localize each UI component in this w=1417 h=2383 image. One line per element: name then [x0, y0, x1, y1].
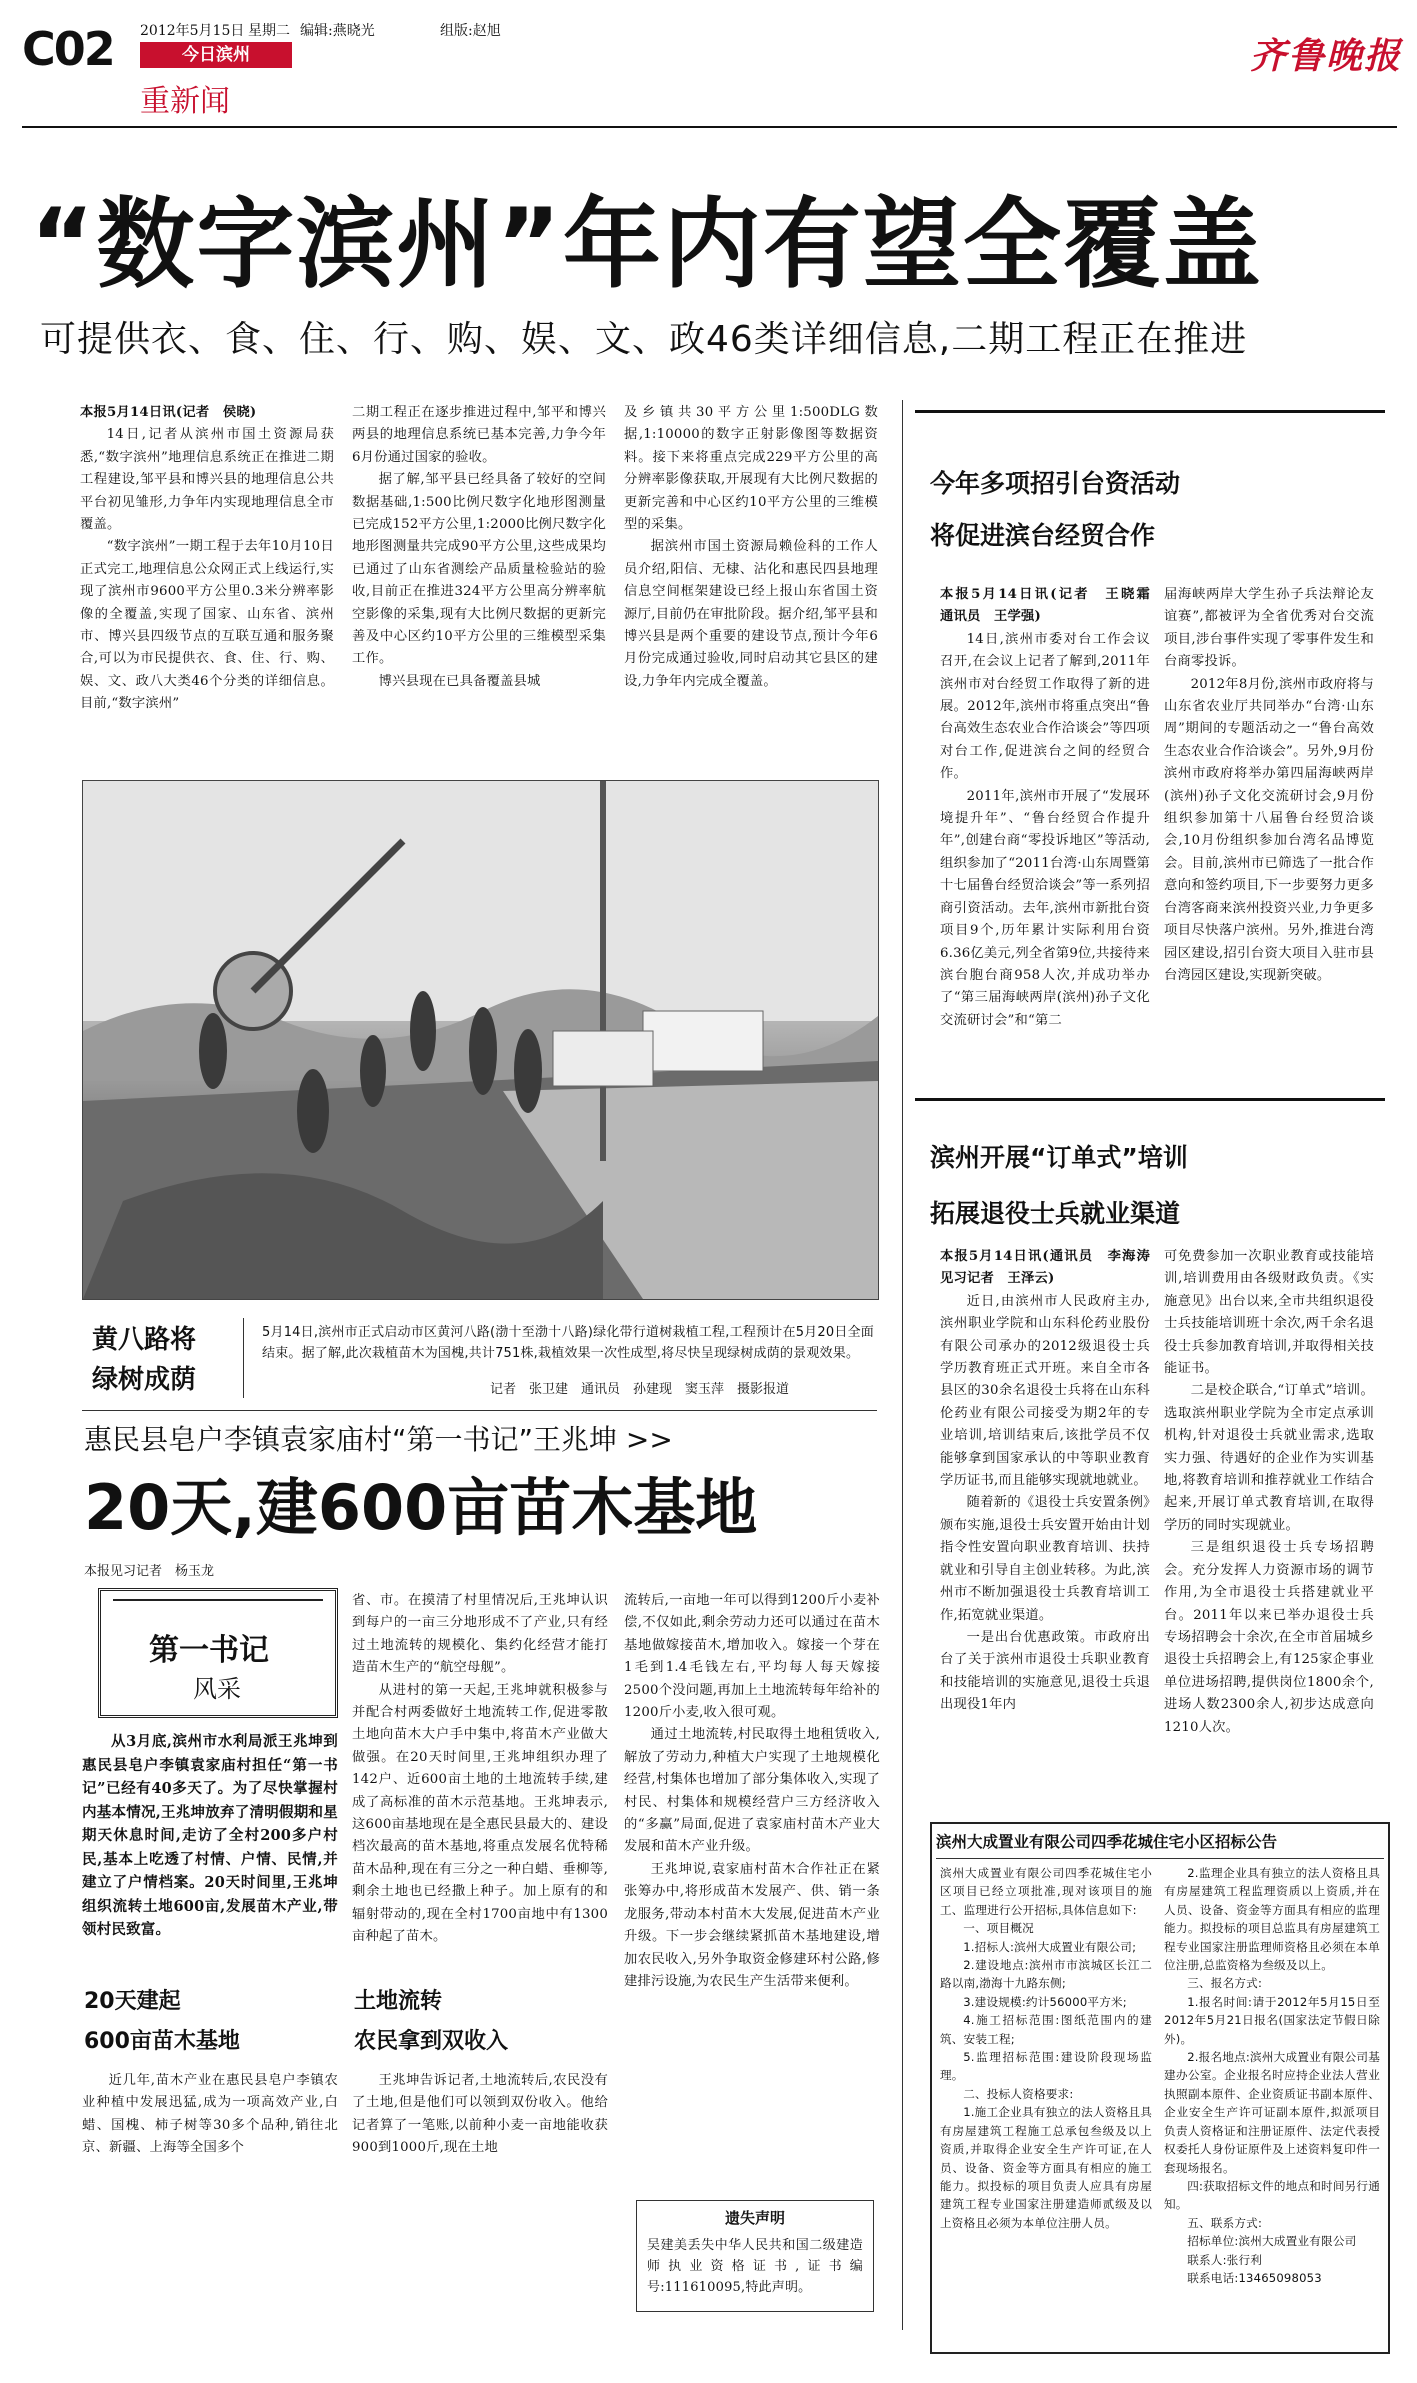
veteran-paragraph: 一是出台优惠政策。市政府出台了关于滨州市退役士兵职业教育和技能培训的实施意见,退役士兵退出现役1年内 — [940, 1629, 1150, 1713]
story2-kicker: 惠民县皂户李镇袁家庙村“第一书记”王兆坤 >> — [84, 1423, 673, 1456]
tender-item: 4.施工招标范围:图纸范围内的建筑、安装工程; — [940, 2013, 1152, 2046]
lead-column-1 — [80, 402, 334, 742]
story2-paragraph: 通过土地流转,村民取得土地租赁收入,解放了劳动力,种植大户实现了土地规模化经营,村集体也增加了部分集体收入,实现了村民、村集体和规模经营户三方经济收入的“多赢”局面,促进了袁家庙村苗木产业大发展和苗木产业升级。 — [624, 1727, 880, 1855]
lead-byline: 本报5月14日讯(记者 侯晓) — [80, 405, 257, 420]
lead-column-2 — [352, 402, 606, 742]
headline-line: 将促进滨台经贸合作 — [930, 521, 1156, 550]
lost-notice-body: 吴建美丢失中华人民共和国二级建造师执业资格证书,证书编号:111610095,特此声明。 — [647, 2238, 863, 2295]
subhead-line: 土地流转 — [354, 1989, 443, 2014]
veteran-paragraph: 三是组织退役士兵专场招聘会。充分发挥人力资源市场的调节作用,为全市退役士兵搭建就业平台。2011年以来已举办退役士兵专场招聘会十余次,在全市首届城乡退役士兵招聘会上,有125家企事业单位进场招聘,提供岗位1800余个,进场人数2300余人,初步达成意向1210人次。 — [1164, 1540, 1374, 1735]
issue-date: 2012年5月15日 — [140, 23, 245, 39]
story2-column-2b — [352, 2070, 608, 2160]
tender-item: 联系人:张行利 — [1187, 2252, 1263, 2267]
veteran-paragraph: 可免费参加一次职业教育或技能培训,培训费用由各级财政负责。《实施意见》出台以来,全市共组织退役士兵技能培训班十余次,两千余名退役士兵参加教育培训,并取得相关技能证书。 — [1164, 1249, 1374, 1377]
photo-caption-divider — [243, 1318, 244, 1398]
story2-paragraph: 王兆坤告诉记者,土地流转后,农民没有了土地,但是他们可以领到双份收入。他给记者算了一笔账,以前种小麦一亩地能收获900到1000斤,现在土地 — [352, 2073, 608, 2156]
taiwan-headline — [930, 458, 1180, 562]
taiwan-column-2 — [1164, 584, 1374, 1074]
section-tab — [140, 42, 292, 68]
veteran-column-1 — [940, 1246, 1164, 1806]
tender-title-rule — [936, 1858, 1384, 1859]
lost-notice-box — [636, 2200, 874, 2312]
designer: 组版:赵旭 — [440, 23, 501, 39]
tender-item: 1.施工企业具有独立的法人资格且具有房屋建筑工程施工总承包叁级及以上资质,并取得企业安全生产许可证,在人员、设备、资金等方面具有相应的施工能力。拟投标的项目负责人应具有房屋建筑工程专业国家注册建造师贰级及以上资格且必须为本单位注册人员。 — [940, 2105, 1152, 2230]
first-secretary-badge — [98, 1588, 338, 1718]
badge-title: 第一书记 — [149, 1633, 269, 1668]
veteran-paragraph: 随着新的《退役士兵安置条例》颁布实施,退役士兵安置开始由计划指令性安置向职业教育培训、扶持就业和引导自主创业转移。为此,滨州市不断加强退役士兵教育培训工作,拓宽就业渠道。 — [940, 1495, 1150, 1623]
tender-item: 2.报名地点:滨州大成置业有限公司基建办公室。企业报名时应持企业法人营业执照副本原件、企业资质证书副本原件、企业安全生产许可证副本原件,拟派项目负责人资格证和注册证原件、法定代表授权委托人身份证原件及上述资料复印件一套现场报名。 — [1164, 2050, 1380, 2175]
masthead-rule — [22, 126, 1397, 128]
tender-paragraph: 滨州大成置业有限公司四季花城住宅小区项目已经立项批准,现对该项目的施工、监理进行公开招标,具体信息如下: — [940, 1866, 1152, 1917]
taiwan-paragraph: 14日,滨州市委对台工作会议召开,在会议上记者了解到,2011年滨州市对台经贸工作取得了新的进展。2012年,滨州市将重点突出“鲁台高效生态农业合作洽谈会”等四项对台工作,促进滨台之间的经贸合作。 — [940, 631, 1150, 782]
weekday: 星期二 — [248, 23, 290, 39]
story2-paragraph: 省、市。在摸清了村里情况后,王兆坤认识到每户的一亩三分地形成不了产业,只有经过土地流转的规模化、集约化经营才能打造苗木生产的“航空母舰”。 — [352, 1593, 608, 1676]
veteran-paragraph: 二是校企联合,“订单式”培训。选取滨州职业学院为全市定点承训机构,针对退役士兵就业需求,选取实力强、待遇好的企业作为实训基地,将教育培训和推荐就业工作结合起来,开展订单式教育培训,在取得学历的同时实现就业。 — [1164, 1383, 1374, 1533]
tender-item: 2.建设地点:滨州市市滨城区长江二路以南,渤海十九路东侧; — [940, 1958, 1152, 1991]
photo-title-line: 绿树成荫 — [92, 1365, 197, 1395]
tender-item: 一、项目概况 — [963, 1921, 1034, 1936]
headline-line: 今年多项招引台资活动 — [930, 469, 1181, 498]
tender-item: 二、投标人资格要求: — [963, 2086, 1074, 2101]
lead-paragraph: 据滨州市国土资源局赖俭科的工作人员介绍,阳信、无棣、沾化和惠民四县地理信息空间框架建设已经上报山东省国土资源厅,目前仍在审批阶段。据介绍,邹平县和博兴县是两个重要的建设节点,预计今年6月份完成通过验收,同时启动其它县区的建设,力争年内完成全覆盖。 — [624, 539, 878, 689]
tender-item: 五、联系方式: — [1187, 2215, 1263, 2230]
badge-ornament — [113, 1599, 323, 1611]
tender-item: 1.招标人:滨州大成置业有限公司; — [963, 1939, 1137, 1954]
lead-paragraph: 14日,记者从滨州市国土资源局获悉,“数字滨州”地理信息系统正在推进二期工程建设,邹平县和博兴县的地理信息公共平台初见雏形,力争年内实现地理信息全市覆盖。 — [80, 427, 334, 533]
veteran-paragraph: 近日,由滨州市人民政府主办,滨州职业学院和山东科伦药业股份有限公司承办的2012级退役士兵学历教育班正式开班。来自全市各县区的30余名退役士兵将在山东科伦药业有限公司接受为期2年的专业培训,培训结束后,该批学员不仅能够拿到国家承认的中等职业教育学历证书,而且能够实现就地就业。 — [940, 1293, 1150, 1489]
tender-notice — [930, 1822, 1390, 2354]
news-photo — [82, 780, 879, 1300]
tender-item-list — [1164, 1864, 1380, 2287]
veteran-headline — [930, 1130, 1188, 1242]
tender-item: 2.监理企业具有独立的法人资格且具有房屋建筑工程监理资质以上资质,并在人员、设备、资金等方面具有相应的监理能力。拟投标的项目总监具有房屋建筑工程专业国家注册监理师资格且必须在本单位注册,总监资格为叁级及以上。 — [1164, 1866, 1380, 1973]
taiwan-paragraph: 2011年,滨州市开展了“发展环境提升年”、“鲁台经贸合作提升年”,创建台商“零投诉地区”等活动,组织参加了“2011台湾·山东周暨第十七届鲁台经贸洽谈会”等一系列招商引资活动。去年,滨州市新批台资项目9个,历年累计实际利用台资6.36亿美元,列全省第9位,共接待来滨台胞台商958人次,并成功举办了“第三届海峡两岸(滨州)孙子文化交流研讨会”和“第二 — [940, 788, 1150, 1028]
tender-column-2 — [1164, 1864, 1380, 2350]
tender-item: 招标单位:滨州大成置业有限公司 — [1187, 2234, 1357, 2249]
taiwan-byline: 本报5月14日讯(记者 王晓霜 通讯员 王学强) — [940, 587, 1164, 625]
right-column-divider — [902, 400, 903, 2330]
story2-column-3 — [624, 1590, 880, 2180]
story2-top-rule — [82, 1410, 877, 1411]
photo-caption-text: 5月14日,滨州市正式启动市区黄河八路(渤十至渤十八路)绿化带行道树栽植工程,工程预计在5月20日全面结束。据了解,此次栽植苗木为国槐,共计751株,栽植效果一次性成型,将尽快呈现绿树成荫的景观效果。 — [262, 1325, 874, 1361]
taiwan-paragraph: 2012年8月份,滨州市政府将与山东省农业厅共同举办“台湾·山东周”期间的专题活动之一“鲁台高效生态农业合作洽谈会”。另外,9月份滨州市政府将举办第四届海峡两岸(滨州)孙子文化交流研讨会,9月份组织参加第十八届鲁台经贸洽谈会,10月份组织参加台湾名品博览会。目前,滨州市已筛选了一批合作意向和签约项目,下一步要努力更多台湾客商来滨州投资兴业,力争更多项目尽快落户滨州。另外,推进台湾园区建设,招引台资大项目入驻市县台湾园区建设,实现新突破。 — [1164, 676, 1374, 983]
veteran-column-2 — [1164, 1246, 1374, 1806]
tender-item: 三、报名方式: — [1187, 1976, 1263, 1991]
photo-title-line: 黄八路将 — [92, 1325, 197, 1355]
tender-item: 联系电话:13465098053 — [1187, 2270, 1322, 2285]
veteran-byline: 本报5月14日讯(通讯员 李海涛 见习记者 王泽云) — [940, 1249, 1164, 1287]
lost-notice-title: 遗失声明 — [724, 2209, 785, 2227]
story2-headline: 20天,建600亩苗木基地 — [84, 1471, 758, 1544]
lost-notice-text — [647, 2235, 863, 2305]
tender-item: 5.监理招标范围:建设阶段现场监理。 — [940, 2050, 1152, 2083]
tender-item: 四:获取招标文件的地点和时间另行通知。 — [1164, 2178, 1380, 2212]
lead-paragraph: 据了解,邹平县已经具备了较好的空间数据基础,1:500比例尺数字化地形图测量已完成152平方公里,1:2000比例尺数字化地形图测量共完成90平方公里,这些成果均已通过了山东省测绘产品质量检验站的验收,目前正在推进324平方公里高分辨率航空影像的采集,现有大比例尺数据的更新完善及中心区约10平方公里的三维模型采集工作。 — [352, 472, 606, 667]
photo-caption — [262, 1322, 874, 1382]
veteran-top-rule — [915, 1098, 1385, 1101]
story2-paragraph: 从进村的第一天起,王兆坤就积极参与并配合村两委做好土地流转工作,促进零散土地向苗木大户手中集中,将苗木产业做大做强。在20天时间里,王兆坤组织办理了142户、近600亩土地的土地流转手续,建成了高标准的苗木示范基地。王兆坤表示,这600亩基地现在是全惠民县最大的、建设档次最高的苗木基地,将重点发展名优特稀苗木品种,现在有三分之一种白蜡、垂柳等,剩余土地也已经撒上种子。加上原有的和辐射带动的,现在全村1700亩地中有1300亩种起了苗木。 — [352, 1682, 608, 1945]
lead-paragraph: 二期工程正在逐步推进过程中,邹平和博兴两县的地理信息系统已基本完善,力争今年6月份通过国家的验收。 — [352, 405, 606, 465]
tender-title: 滨州大成置业有限公司四季花城住宅小区招标公告 — [936, 1833, 1278, 1851]
page-number: C02 — [22, 22, 114, 76]
lead-subhead: 可提供衣、食、住、行、购、娱、文、政46类详细信息,二期工程正在推进 — [40, 319, 1248, 360]
photo-illustration — [83, 781, 878, 1299]
photo-title — [92, 1320, 196, 1400]
tender-item: 3.建设规模:约计56000平方米; — [963, 1994, 1127, 2009]
paper-name-logo: 齐鲁晚报 — [1250, 35, 1403, 77]
lead-column-3 — [624, 402, 878, 742]
story2-subhead-2 — [354, 1982, 508, 2062]
subhead-line: 600亩苗木基地 — [84, 2029, 240, 2054]
lead-headline: “数字滨州”年内有望全覆盖 — [30, 188, 1263, 302]
section-subtitle: 重新闻 — [140, 84, 230, 119]
tender-item: 1.报名时间:请于2012年5月15日至2012年5月21日报名(国家法定节假日除外)。 — [1164, 1994, 1380, 2046]
story2-column-1 — [82, 1730, 338, 1970]
story2-column-2 — [352, 1590, 608, 1970]
photo-credits: 记者 张卫建 通讯员 孙建现 窦玉萍 摄影报道 — [490, 1382, 790, 1397]
story2-byline: 本报见习记者 杨玉龙 — [84, 1564, 215, 1579]
headline-line: 滨州开展“订单式”培训 — [930, 1143, 1188, 1172]
story2-paragraph: 王兆坤说,袁家庙村苗木合作社正在紧张筹办中,将形成苗木发展产、供、销一条龙服务,带动本村苗木大发展,促进苗木产业升级。下一步会继续紧抓苗木基地建设,增加农民收入,另外争取资金修建环村公路,修建排污设施,为农民生产生活带来便利。 — [624, 1861, 880, 1989]
tender-column-1 — [940, 1864, 1152, 2350]
taiwan-column-1 — [940, 584, 1164, 1074]
story2-column-1b — [82, 2070, 338, 2160]
lead-paragraph: 博兴县现在已具备覆盖县城 — [378, 673, 541, 689]
taiwan-paragraph: 届海峡两岸大学生孙子兵法辩论友谊赛”,都被评为全省优秀对台交流项目,涉台事件实现了零事件发生和台商零投诉。 — [1164, 587, 1374, 670]
tender-item-list — [940, 1919, 1152, 2232]
badge-subtitle: 风采 — [193, 1675, 241, 1703]
story2-paragraph: 流转后,一亩地一年可以得到1200斤小麦补偿,不仅如此,剩余劳动力还可以通过在苗木基地做嫁接苗木,增加收入。嫁接一个芽在1毛到1.4毛钱左右,平均每人每天嫁接2500个没问题,再加上土地流转每年给补的1200斤小麦,收入很可观。 — [624, 1593, 880, 1721]
subhead-line: 农民拿到双收入 — [354, 2029, 509, 2054]
headline-line: 拓展退役士兵就业渠道 — [930, 1199, 1181, 1228]
editor: 编辑:燕晓光 — [300, 23, 375, 39]
story2-subhead-1 — [84, 1982, 240, 2062]
section-name: 今日滨州 — [182, 45, 250, 65]
lead-paragraph: 及乡镇共30平方公里1:500DLG数据,1:10000的数字正射影像图等数据资料。接下来将重点完成229平方公里的高分辨率影像获取,开展现有大比例尺数据的更新完善和中心区约10平方公里的三维模型的采集。 — [624, 405, 878, 533]
story2-paragraph: 近几年,苗木产业在惠民县皂户李镇农业种植中发展迅猛,成为一项高效产业,白蜡、国槐、柿子树等30多个品种,销往北京、新疆、上海等全国多个 — [82, 2073, 338, 2156]
right-column-top-rule — [915, 410, 1385, 413]
lead-paragraph: “数字滨州”一期工程于去年10月10日正式完工,地理信息公众网正式上线运行,实现了滨州市9600平方公里0.3米分辨率影像的全覆盖,实现了国家、山东省、滨州市、博兴县四级节点的互联互通和服务聚合,可以为市民提供衣、食、住、行、购、娱、文、政八大类46个分类的详细信息。目前,“数字滨州” — [80, 539, 334, 712]
subhead-line: 20天建起 — [84, 1989, 181, 2014]
story2-lead-paragraph: 从3月底,滨州市水利局派王兆坤到惠民县皂户李镇袁家庙村担任“第一书记”已经有40多天了。为了尽快掌握村内基本情况,王兆坤放弃了清明假期和星期天休息时间,走访了全村200多户村民,基本上吃透了村情、户情、民情,并建立了户情档案。20天时间里,王兆坤组织流转土地600亩,发展苗木产业,带领村民致富。 — [82, 1733, 338, 1938]
